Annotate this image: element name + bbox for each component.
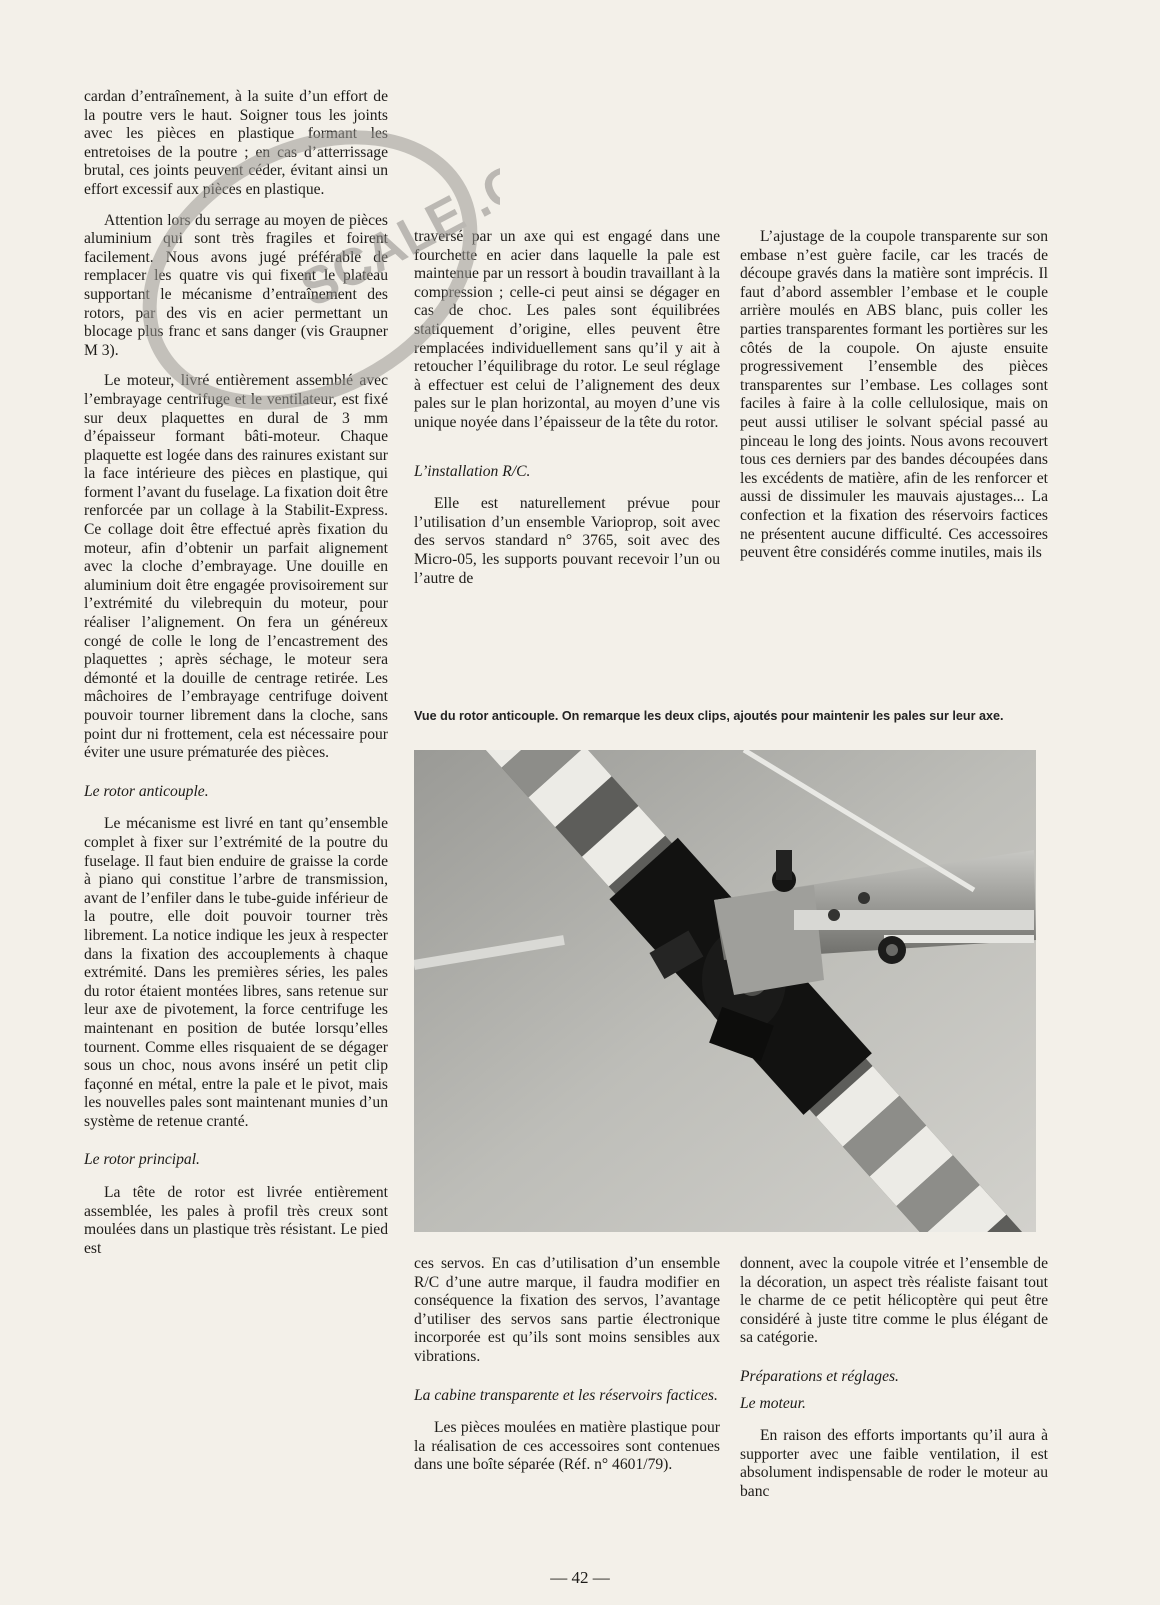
paragraph: L’ajustage de la coupole transparente sur son embase n’est guère facile, car les tracés de découpe gravés dans la matière sont imprécis. Il faut d’abord assembler l’embase et le couple arrière moulés en ABS blanc, puis coller les parties transparentes formant les portières sur les côtés de la coupole. On ajuste ensuite progressivement l’ensemble des pièces transparentes sur l’embase. Les collages sont faciles à faire à la colle cellulosique, mais on peut aussi utiliser le solvant spécial passé au pinceau le long des joints. Nous avons recouvert tous ces derniers par des bandes découpées dans les excédents de matière, afin de les renforcer et aussi de dissimuler les mauvais ajustages... La confection et la fixation des réservoirs factices ne présentent aucune difficulté. Ces accessoires peuvent être considérés comme inutiles, mais ils [740,228,1048,562]
paragraph: La tête de rotor est livrée entièrement assemblée, les pales à profil très creux sont moulées dans un plastique très résistant. Le pied est [84,1184,388,1257]
paragraph: En raison des efforts importants qu’il aura à supporter avec une faible ventilation, il est absolument indispensable de roder le moteur au banc [740,1427,1048,1500]
paragraph: Le mécanisme est livré en tant qu’ensemble complet à fixer sur l’extrémité de la poutre du fuselage. Il faut bien enduire de graisse la corde à piano qui constitue l’arbre de transmission, avant de l’enfiler dans le tube-guide inférieur de la poutre, elle doit pouvoir tourner très librement. La notice indique les jeux à respecter dans la fixation des accouplements à chaque extrémité. Dans les premières séries, les pales du rotor étaient montées libres, sans retenue sur leur axe de pivotement, la force centrifuge les maintenant en position de butée lorsqu’elles tournent. Comme elles risquaient de se dégager sous un choc, nous avons inséré un petit clip façonné en métal, entre la pale et le pivot, mais les nouvelles pales sont maintenant munies d’un système de retenue cranté. [84,815,388,1130]
figure-caption: Vue du rotor anticouple. On remarque les deux clips, ajoutés pour maintenir les pales sur leur axe. [414,709,1004,723]
paragraph: Les pièces moulées en matière plastique pour la réalisation de ces accessoires sont contenues dans une boîte séparée (Réf. n° 4601/79). [414,1419,720,1474]
paragraph: cardan d’entraînement, à la suite d’un effort de la poutre vers le haut. Soigner tous les joints avec les pièces en plastique formant les entretoises de la poutre ; en cas d’atterrissage brutal, ces joints peuvent céder, évitant ainsi un effort excessif aux pièces en plastique. [84,88,388,198]
watermark-text: SCALE .COM [291,120,500,319]
tail-rotor-photo [414,750,1036,1232]
page-number: — 42 — [550,1568,610,1587]
section-heading: Le rotor principal. [84,1151,200,1169]
section-heading: La cabine transparente et les réservoirs factices. [414,1386,718,1404]
paragraph: traversé par un axe qui est engagé dans une fourchette en acier dans laquelle la pale est maintenue par un ressort à boudin travaillant à la compression ; celle-ci peut ainsi se dégager en cas de choc. Les pales sont équilibrées statiquement d’origine, elles peuvent être remplacées individuellement sans qu’il y ait à retoucher l’équilibrage du rotor. Le seul réglage à effectuer est celui de l’alignement des deux pales sur le plan horizontal, au moyen d’une vis unique noyée dans l’épaisseur de la tête du rotor. [414,228,720,431]
paragraph: Attention lors du serrage au moyen de pièces aluminium qui sont très fragiles et foirent facilement. Nous avons jugé préférable de remplacer les quatre vis qui fixent le plateau supportant le mécanisme d’entraînement des rotors, par des vis en acier permettant un blocage plus franc et sans danger (vis Graupner M 3). [84,211,388,359]
text-column-3-lower [740,1255,1048,1502]
paragraph: Le moteur, livré entièrement assemblé avec l’embrayage centrifuge et le ventilateur, est fixé sur deux plaquettes en dural de 3 mm d’épaisseur formant bâti-moteur. Chaque plaquette est logée dans des rainures existant sur la face intérieure des pièces en plastique, qui forment l’avant du fuselage. La fixation doit être renforcée par un collage à la Stabilit-Express. Ce collage doit être effectué après fixation du moteur, afin d’obtenir un parfait alignement avec la cloche d’embrayage. Une douille en aluminium doit être engagée provisoirement sur l’extrémité du vilebrequin du moteur, pour réaliser l’alignement. On fera un généreux congé de colle le long de l’encastrement des plaquettes ; après séchage, le moteur sera démonté et la douille de centrage retirée. Les mâchoires de l’embrayage centrifuge doivent pouvoir tourner librement dans la cloche, sans point dur ni frottement, cela est nécessaire pour éviter une usure prématurée des pièces. [84,372,388,762]
section-heading: Préparations et réglages. [740,1367,899,1385]
sub-heading: Le moteur. [740,1394,806,1412]
paragraph: donnent, avec la coupole vitrée et l’ensemble de la décoration, un aspect très réaliste faisant tout le charme de ce petit hélicoptère qui peut être considéré à juste titre comme le plus élégant de sa catégorie. [740,1255,1048,1347]
text-column-2-lower [414,1255,720,1475]
paragraph: ces servos. En cas d’utilisation d’un ensemble R/C d’une autre marque, il faudra modifier en conséquence la fixation des servos, l’avantage d’utiliser des servos sans partie électronique incorporée est qu’ils sont moins sensibles aux vibrations. [414,1255,720,1365]
text-column-3 [740,228,1048,563]
section-heading: Le rotor anticouple. [84,782,209,800]
paragraph: Elle est naturellement prévue pour l’utilisation d’un ensemble Varioprop, soit avec des servos standard n° 3765, soit avec des Micro-05, les supports pouvant recevoir l’un ou l’autre de [414,495,720,587]
text-column-2 [414,228,720,588]
section-heading: L’installation R/C. [414,462,531,480]
text-column-1 [84,88,388,1258]
